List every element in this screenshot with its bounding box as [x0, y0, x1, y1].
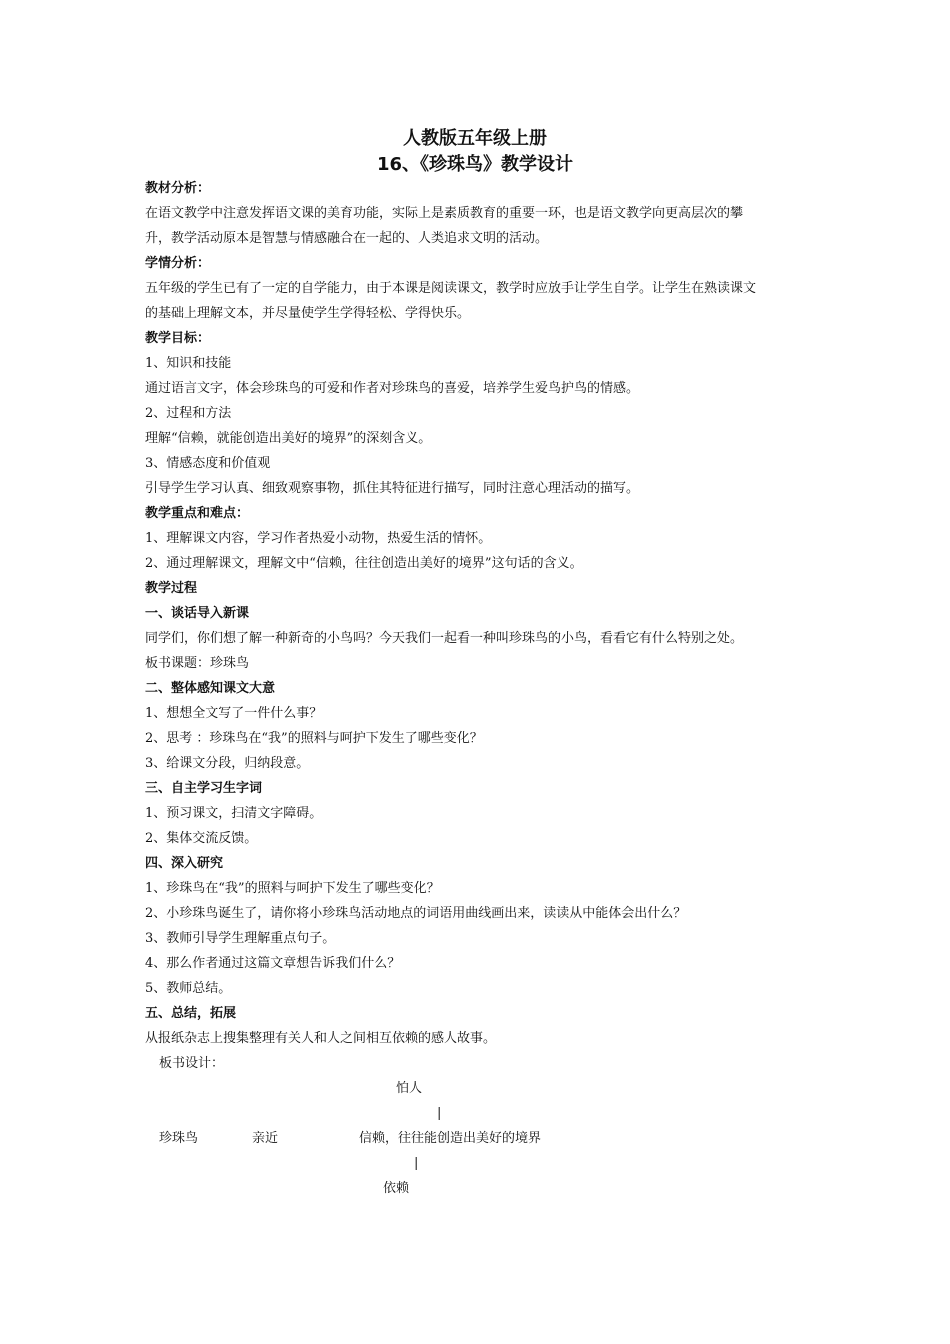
paragraph-line: 1、珍珠鸟在“我”的照料与呵护下发生了哪些变化？: [145, 881, 440, 896]
paragraph-line: 五年级的学生已有了一定的自学能力，由于本课是阅读课文，教学时应放手让学生自学。让学生在熟读课文: [145, 281, 757, 296]
board-word-pearl-bird: 珍珠鸟: [159, 1131, 199, 1146]
title-line-grade: 人教版五年级上册: [403, 128, 547, 149]
paragraph-line: 2、集体交流反馈。: [145, 831, 258, 846]
paragraph-line: 4、那么作者通过这篇文章想告诉我们什么？: [145, 956, 401, 971]
paragraph-line: 通过语言文字，体会珍珠鸟的可爱和作者对珍珠鸟的喜爱，培养学生爱鸟护鸟的情感。: [145, 381, 640, 396]
paragraph-line: 的基础上理解文本，并尽量使学生学得轻松、学得快乐。: [145, 306, 471, 321]
board-design-diagram: [145, 1076, 815, 1201]
title-line-lesson: 16、《珍珠鸟》教学设计: [376, 154, 574, 175]
text-lines: [145, 176, 815, 1076]
paragraph-line: 引导学生学习认真、细致观察事物，抓住其特征进行描写，同时注意心理活动的描写。: [145, 481, 640, 496]
paragraph-line: 从报纸杂志上搜集整理有关人和人之间相互依赖的感人故事。: [145, 1031, 497, 1046]
section-heading: 一、谈话导入新课: [145, 606, 250, 621]
document-title: [0, 126, 950, 178]
paragraph-line: 3、给课文分段，归纳段意。: [145, 756, 310, 771]
section-heading: 教学目标：: [145, 331, 211, 346]
paragraph-line: 2、思考 ：珍珠鸟在“我”的照料与呵护下发生了哪些变化？: [145, 731, 483, 746]
board-word-close: 亲近: [252, 1131, 279, 1146]
board-word-trust-sentence: 信赖，往往能创造出美好的境界: [359, 1131, 542, 1146]
paragraph-line: 板书设计：: [159, 1056, 225, 1071]
section-heading: 四、深入研究: [145, 856, 224, 871]
paragraph-line: 1、预习课文，扫清文字障碍。: [145, 806, 323, 821]
paragraph-line: 1、想想全文写了一件什么事？: [145, 706, 323, 721]
paragraph-line: 2、过程和方法: [145, 406, 232, 421]
paragraph-line: 2、通过理解课文，理解文中“信赖，往往创造出美好的境界”这句话的含义。: [145, 556, 583, 571]
paragraph-line: 升，教学活动原本是智慧与情感融合在一起的、人类追求文明的活动。: [145, 231, 549, 246]
paragraph-line: 1、知识和技能: [145, 356, 232, 371]
paragraph-line: 板书课题：珍珠鸟: [145, 656, 250, 671]
paragraph-line: 在语文教学中注意发挥语文课的美育功能，实际上是素质教育的重要一环，也是语文教学向更高层次的攀: [145, 206, 744, 221]
paragraph-line: 2、小珍珠鸟诞生了，请你将小珍珠鸟活动地点的词语用曲线画出来，读读从中能体会出什么？: [145, 906, 687, 921]
paragraph-line: 5、教师总结。: [145, 981, 232, 996]
paragraph-line: 3、教师引导学生理解重点句子。: [145, 931, 336, 946]
section-heading: 教材分析：: [145, 181, 211, 196]
section-heading: 二、整体感知课文大意: [145, 681, 276, 696]
paragraph-line: 3、情感态度和价值观: [145, 456, 271, 471]
section-heading: 教学重点和难点：: [145, 506, 250, 521]
paragraph-line: 1、理解课文内容，学习作者热爱小动物，热爱生活的情怀。: [145, 531, 492, 546]
section-heading: 三、自主学习生字词: [145, 781, 263, 796]
paragraph-line: 理解“信赖，就能创造出美好的境界”的深刻含义。: [145, 431, 432, 446]
board-connector-bottom: |: [414, 1156, 419, 1171]
paragraph-line: 同学们，你们想了解一种新奇的小鸟吗？今天我们一起看一种叫珍珠鸟的小鸟，看看它有什么特别之处。: [145, 631, 744, 646]
board-connector-top: |: [437, 1106, 442, 1121]
section-heading: 学情分析：: [145, 256, 211, 271]
document-body: [145, 176, 815, 1201]
section-heading: 五、总结，拓展: [145, 1006, 237, 1021]
board-word-afraid: 怕人: [396, 1081, 423, 1096]
section-heading: 教学过程: [145, 581, 198, 596]
board-word-depend: 依赖: [383, 1181, 410, 1196]
